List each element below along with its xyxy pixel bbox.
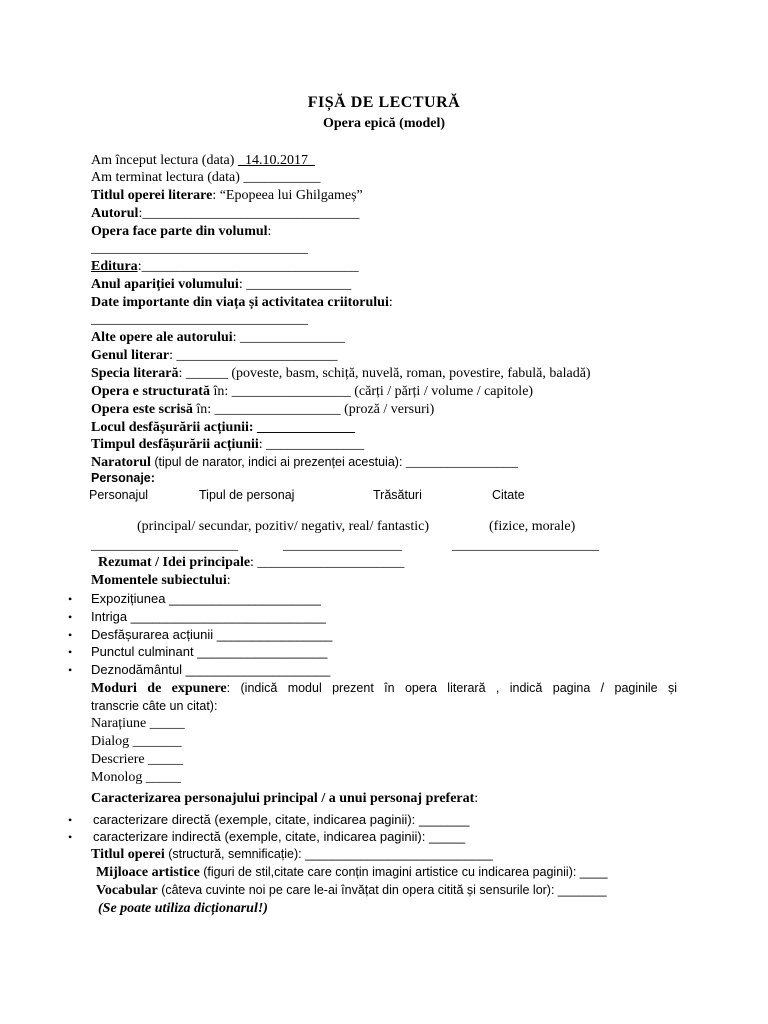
col-tipul: Tipul de personaj	[199, 488, 295, 502]
naratorul-label: Naratorul	[91, 455, 151, 470]
mod-descriere: Descriere _____	[91, 752, 184, 767]
inceput-line	[91, 152, 315, 169]
personaje-blank-3: _____________________	[452, 538, 599, 553]
hint-trasaturi: (fizice, morale)	[489, 519, 576, 534]
rezumat-blank: : _____________________	[250, 555, 405, 570]
inceput-label: Am început lectura (data)	[91, 153, 238, 168]
volum-line	[91, 223, 271, 240]
mijloace-rest: (figuri de stil,citate care conțin imagini artistice cu indicarea paginii): ____	[199, 865, 608, 879]
titlul-operei-label: Titlul operei	[91, 847, 165, 862]
titlul-value: : “Epopeea lui Ghilgameș”	[212, 188, 363, 203]
momentul-4: Punctul culminant __________________	[91, 644, 328, 659]
editura-blank: :_______________________________	[137, 259, 359, 274]
scrisa-line	[91, 401, 434, 418]
personaje-blank-1: _____________________	[91, 538, 238, 553]
momentul-3: Desfășurarea acțiunii ________________	[91, 627, 333, 642]
mijloace-line	[96, 864, 608, 881]
genul-label: Genul literar	[91, 348, 170, 363]
alte-label: Alte opere ale autorului	[91, 330, 233, 345]
rezumat-label: Rezumat / Idei principale	[98, 555, 251, 570]
momentul-5: Deznodământul ____________________	[91, 662, 331, 677]
titlul-operei-line	[91, 846, 493, 863]
specia-rest: : ______ (poveste, basm, schiță, nuvelă, roman, povestire, fabulă, baladă)	[178, 366, 591, 381]
nota-dictionar: (Se poate utiliza dicționarul!)	[98, 901, 268, 916]
mijloace-label: Mijloace artistice	[96, 865, 200, 880]
bullet-icon: •	[68, 628, 73, 642]
personaje-heading: Personaje:	[91, 471, 155, 485]
bullet-icon: •	[68, 663, 73, 677]
vocabular-label: Vocabular	[96, 883, 158, 898]
titlul-line	[91, 187, 363, 204]
momentele-label: Momentele subiectului	[91, 573, 227, 588]
vocabular-rest: (câteva cuvinte noi pe care le-ai învățat din opera citită și sensurile lor): _______	[157, 883, 607, 897]
caracterizarea-line	[91, 790, 478, 807]
naratorul-rest: (tipul de narator, indici ai prezenței acestuia):	[150, 455, 406, 469]
momentul-1: Expozițiunea _____________________	[91, 591, 321, 606]
col-personajul: Personajul	[89, 488, 149, 502]
bullet-icon: •	[68, 645, 73, 659]
titlul-label: Titlul operei literare	[91, 188, 213, 203]
structurata-line	[91, 383, 533, 400]
timpul-line	[91, 436, 364, 453]
editura-label: Editura	[91, 259, 138, 274]
timpul-blank: : ______________	[258, 437, 365, 452]
mod-dialog: Dialog _______	[91, 734, 182, 749]
caracterizarea-label: Caracterizarea personajului principal / a unui personaj preferat	[91, 791, 475, 806]
autorul-line	[91, 205, 359, 222]
locul-line: Locul desfășurării acțiunii: ______________	[91, 420, 356, 435]
volum-label: Opera face parte din volumul	[91, 224, 268, 239]
titlul-operei-rest: (structură, semnificație): ___________________________	[164, 847, 493, 861]
structurata-label: Opera e structurată	[91, 384, 210, 399]
bullet-icon: •	[68, 813, 73, 827]
moduri-line1: : (indică modul prezent în opera literară , indică pagina / paginile și	[226, 681, 677, 695]
anul-label: Anul apariției volumului	[91, 277, 239, 292]
mod-monolog: Monolog _____	[91, 770, 181, 785]
date-blank: _______________________________	[91, 312, 308, 327]
anul-blank: : _______________	[238, 277, 352, 292]
bullet-icon: •	[68, 830, 73, 844]
naratorul-blank: ________________	[405, 455, 518, 470]
momentul-2: Intriga ___________________________	[91, 609, 326, 624]
scrisa-label: Opera este scrisă	[91, 402, 193, 417]
genul-line	[91, 347, 338, 364]
col-trasaturi: Trăsături	[373, 488, 422, 502]
page-title: FIȘĂ DE LECTURĂ	[307, 94, 461, 111]
structurata-rest: în: _________________ (cărți / părți / volume / capitole)	[209, 384, 534, 399]
alte-blank: : _______________	[232, 330, 346, 345]
date-label: Date importante din viața și activitatea criitorului	[91, 295, 389, 310]
hint-tip: (principal/ secundar, pozitiv/ negativ, real/ fantastic)	[137, 519, 430, 534]
momentele-line	[91, 572, 231, 589]
date-line	[91, 294, 393, 311]
specia-label: Specia literară	[91, 366, 179, 381]
vocabular-line	[96, 882, 607, 899]
anul-line	[91, 276, 351, 293]
genul-blank: : _______________________	[169, 348, 338, 363]
bullet-icon: •	[68, 610, 73, 624]
specia-line	[91, 365, 591, 382]
autorul-label: Autorul	[91, 206, 139, 221]
date-colon: :	[388, 295, 393, 310]
caracterizarea-colon: :	[474, 791, 479, 806]
inceput-value: _14.10.2017_	[237, 153, 315, 168]
timpul-label: Timpul desfășurării acțiunii	[91, 437, 259, 452]
page-subtitle: Opera epică (model)	[322, 116, 446, 131]
personaje-blank-2: _________________	[283, 538, 402, 553]
alte-line	[91, 329, 345, 346]
momentele-colon: :	[226, 573, 231, 588]
volum-blank: _______________________________	[91, 241, 308, 256]
terminat-line: Am terminat lectura (data) ___________	[91, 170, 321, 185]
scrisa-rest: în: __________________ (proză / versuri)	[192, 402, 435, 417]
naratorul-line	[91, 454, 518, 471]
moduri-label: Moduri de expunere	[91, 681, 227, 696]
caracterizare-directa: caracterizare directă (exemple, citate, indicarea paginii): _______	[93, 812, 470, 827]
autorul-blank: :_______________________________	[138, 206, 360, 221]
caracterizare-indirecta: caracterizare indirectă (exemple, citate, indicarea paginii): _____	[93, 829, 466, 844]
rezumat-line	[98, 554, 404, 571]
moduri-line2: transcrie câte un citat):	[91, 699, 218, 713]
editura-line	[91, 258, 359, 275]
bullet-icon: •	[68, 592, 73, 606]
mod-naratiune: Narațiune _____	[91, 716, 185, 731]
col-citate: Citate	[492, 488, 525, 502]
volum-colon: :	[267, 224, 272, 239]
